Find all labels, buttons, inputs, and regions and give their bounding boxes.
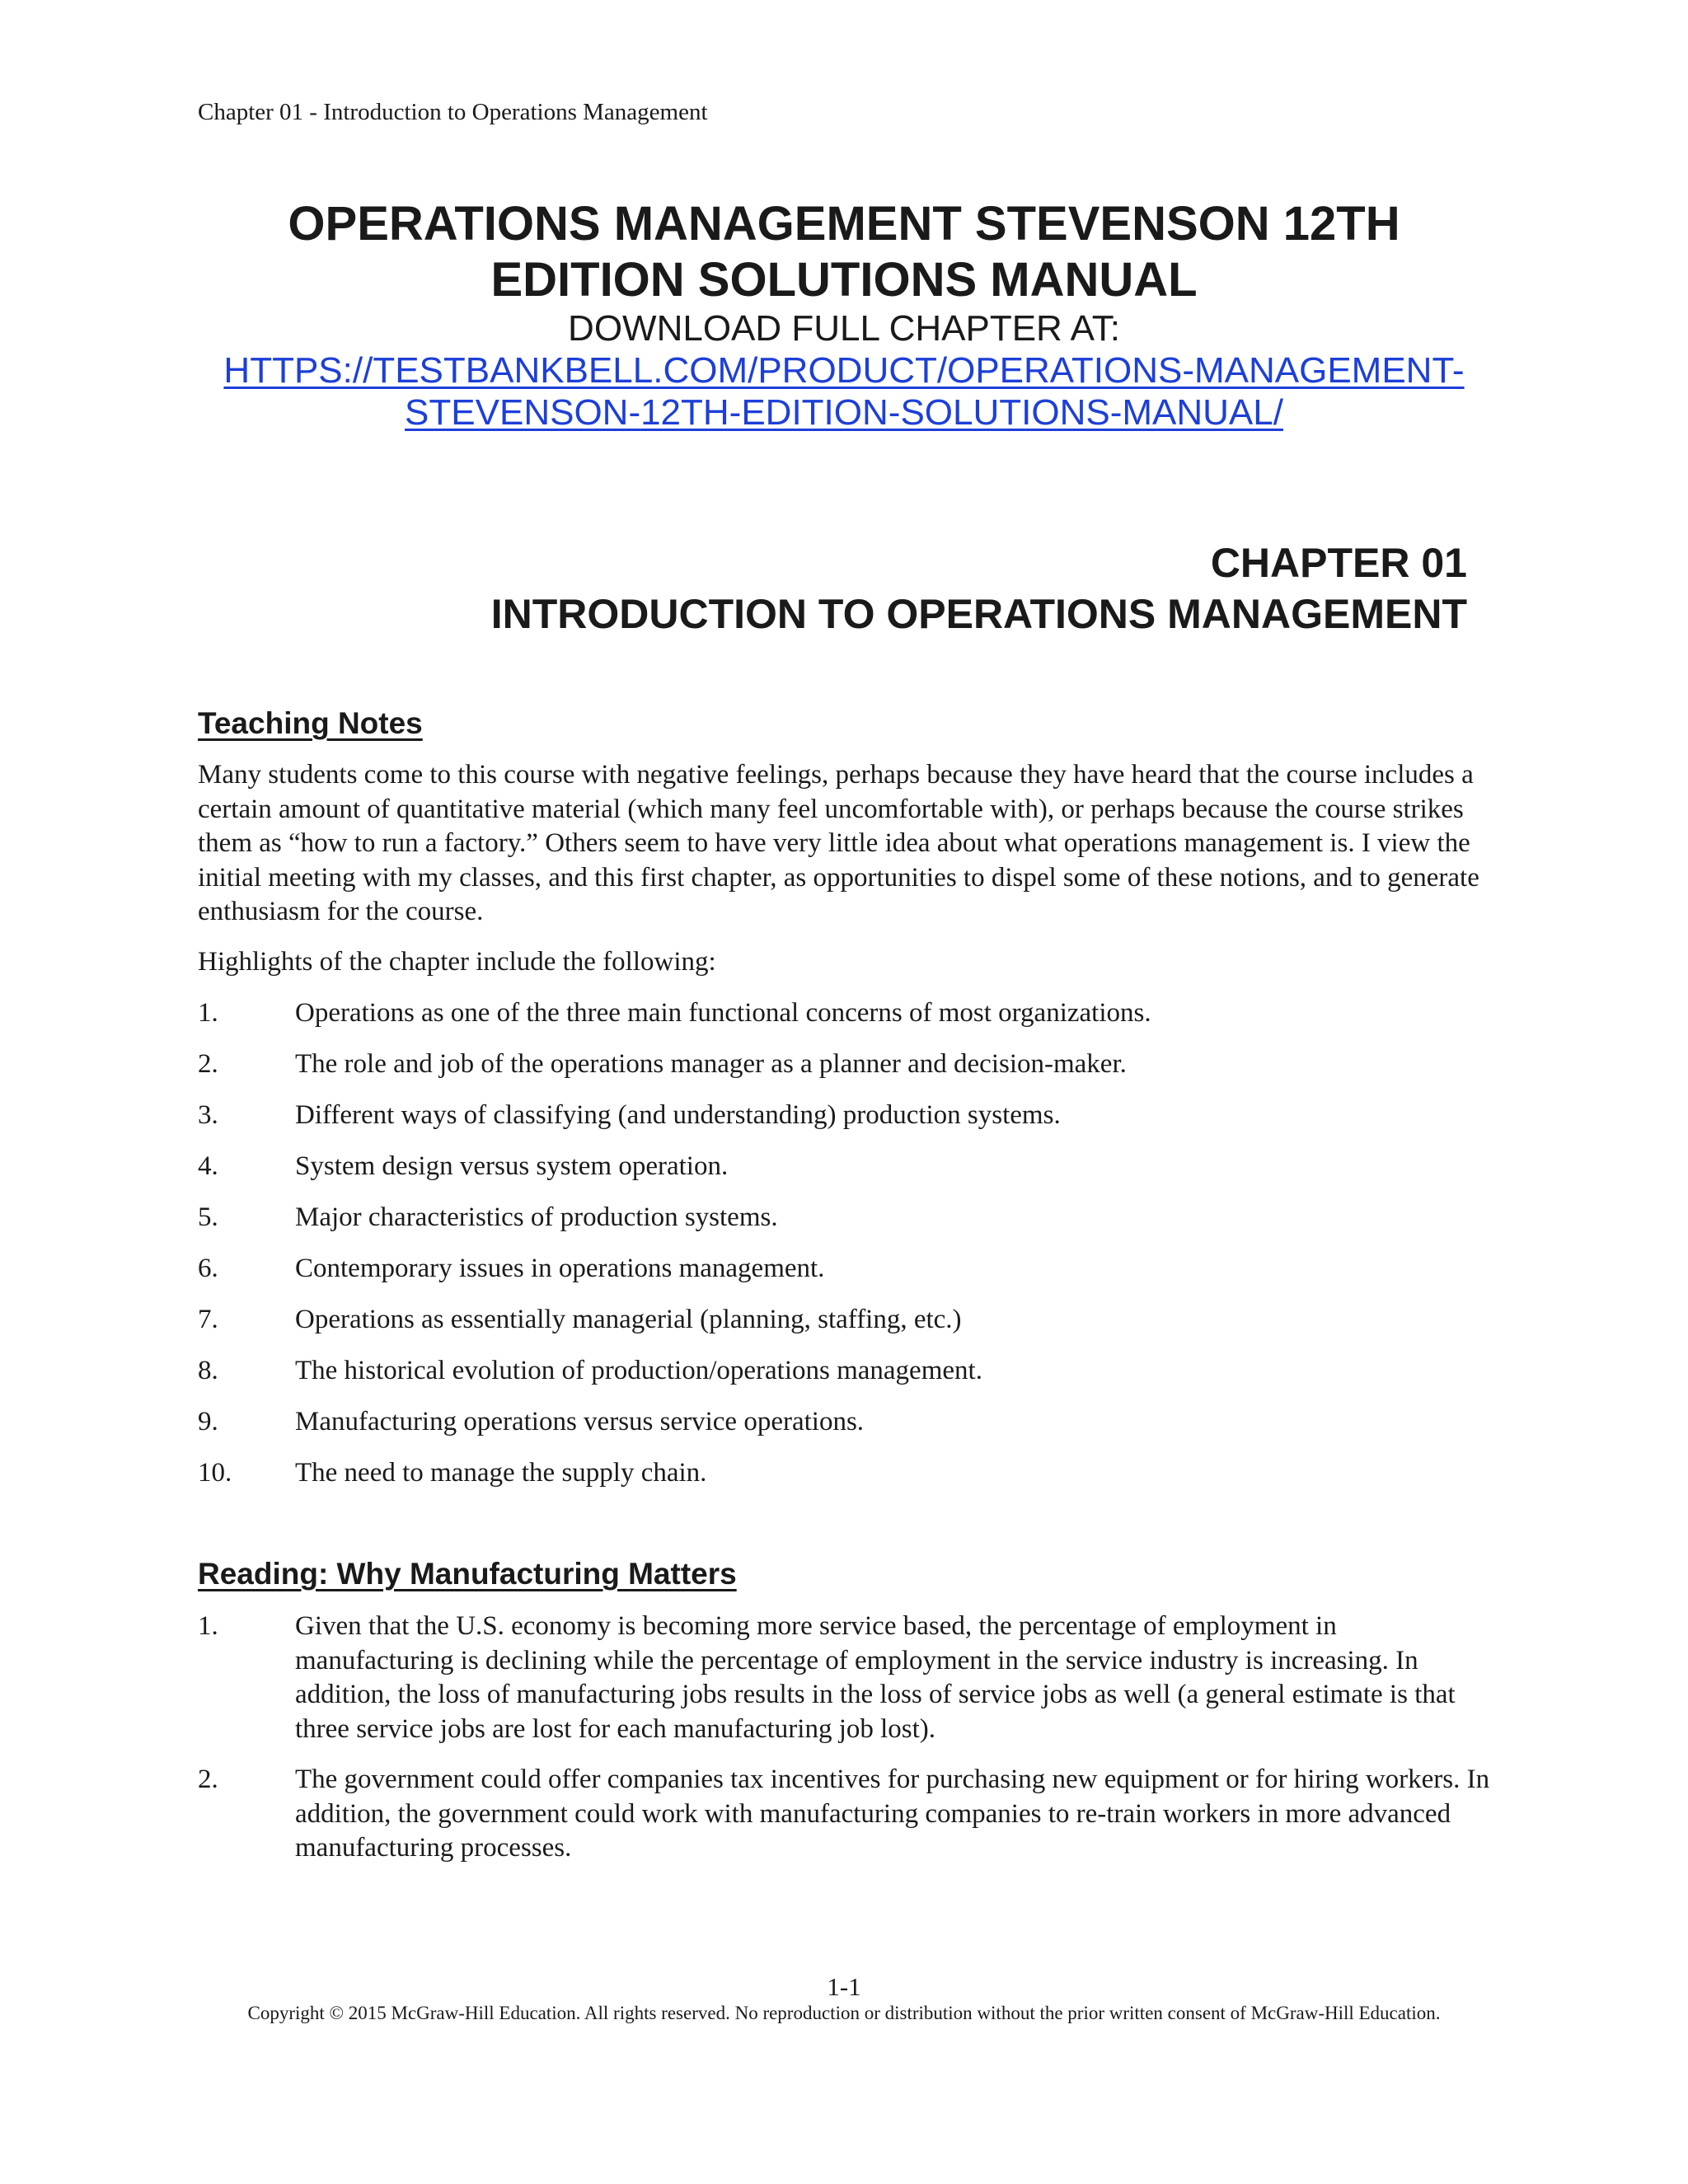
section-heading-reading: Reading: Why Manufacturing Matters [198,1557,737,1591]
download-link[interactable]: HTTPS://TESTBANKBELL.COM/PRODUCT/OPERATIONS-MANAGEMENT-STEVENSON-12TH-EDITION-SOLUTIONS-MANUAL/ [223,350,1465,433]
list-text: The role and job of the operations manager as a planner and decision-maker. [295,1049,1127,1079]
list-number: 8. [198,1356,218,1385]
list-number: 10. [198,1458,232,1488]
list-text: Contemporary issues in operations management. [295,1254,825,1283]
chapter-title: INTRODUCTION TO OPERATIONS MANAGEMENT [490,591,1467,637]
highlights-lead: Highlights of the chapter include the following: [198,947,716,977]
list-number: 3. [198,1100,218,1130]
list-number: 2. [198,1049,218,1079]
list-number: 1. [198,1611,218,1641]
running-header: Chapter 01 - Introduction to Operations Management [198,99,708,125]
list-item [198,1763,1500,1866]
list-text: System design versus system operation. [295,1151,729,1181]
list-item [198,996,1500,1031]
list-item [198,1303,1500,1338]
list-number: 4. [198,1151,218,1181]
list-text: Operations as one of the three main functional concerns of most organizations. [295,998,1151,1028]
reading-list [198,1610,1500,1882]
highlights-list [198,996,1500,1507]
copyright-notice: Copyright © 2015 McGraw-Hill Education. All rights reserved. No reproduction or distribution without the prior written consent of McGraw-Hill Education. [247,2003,1441,2023]
list-number: 5. [198,1202,218,1232]
list-text: Operations as essentially managerial (planning, staffing, etc.) [295,1305,962,1334]
list-item [198,1150,1500,1184]
list-number: 9. [198,1407,218,1436]
document-title-line-1: OPERATIONS MANAGEMENT STEVENSON 12TH [288,197,1400,251]
list-item [198,1405,1500,1440]
list-text: Major characteristics of production systems. [295,1202,778,1232]
page-number: 1-1 [827,1972,861,2001]
list-number: 1. [198,998,218,1028]
list-text: Given that the U.S. economy is becoming more service based, the percentage of employment in manufacturing is declining while the percentage of employment in the service industry is increasing. In addition, the loss of manufacturing jobs results in the loss of service jobs as well (a general estimate is that three service jobs are lost for each manufacturing job lost). [295,1611,1456,1744]
list-number: 2. [198,1765,218,1794]
page-footer [0,1972,1688,2025]
list-text: Different ways of classifying (and understanding) production systems. [295,1100,1061,1130]
list-item [198,1456,1500,1491]
list-text: The historical evolution of production/operations management. [295,1356,982,1385]
list-text: The government could offer companies tax incentives for purchasing new equipment or for hiring workers. In addition, the government could work with manufacturing companies to re-train workers in more advanced manufacturing processes. [295,1765,1490,1863]
download-label: DOWNLOAD FULL CHAPTER AT: [568,308,1120,349]
list-item [198,1252,1500,1286]
section-heading-teaching-notes: Teaching Notes [198,706,423,740]
list-text: Manufacturing operations versus service operations. [295,1407,865,1436]
list-item [198,1610,1500,1746]
title-block [0,196,1688,434]
teaching-notes-intro: Many students come to this course with negative feelings, perhaps because they have heard that the course includes a certain amount of quantitative material (which many feel uncomfortable with), or perhaps because the course strikes them as “how to run a factory.” Others seem to have very little idea about what operations management is. I view the initial meeting with my classes, and this first chapter, as opportunities to dispel some of these notions, and to generate enthusiasm for the course. [198,760,1479,926]
list-item [198,1354,1500,1389]
list-text: The need to manage the supply chain. [295,1458,707,1488]
list-number: 6. [198,1254,218,1283]
list-item [198,1047,1500,1082]
chapter-number: CHAPTER 01 [1210,540,1467,586]
document-title-line-2: EDITION SOLUTIONS MANUAL [490,253,1198,307]
list-number: 7. [198,1305,218,1334]
list-item [198,1201,1500,1235]
list-item [198,1099,1500,1133]
chapter-heading [491,537,1467,640]
